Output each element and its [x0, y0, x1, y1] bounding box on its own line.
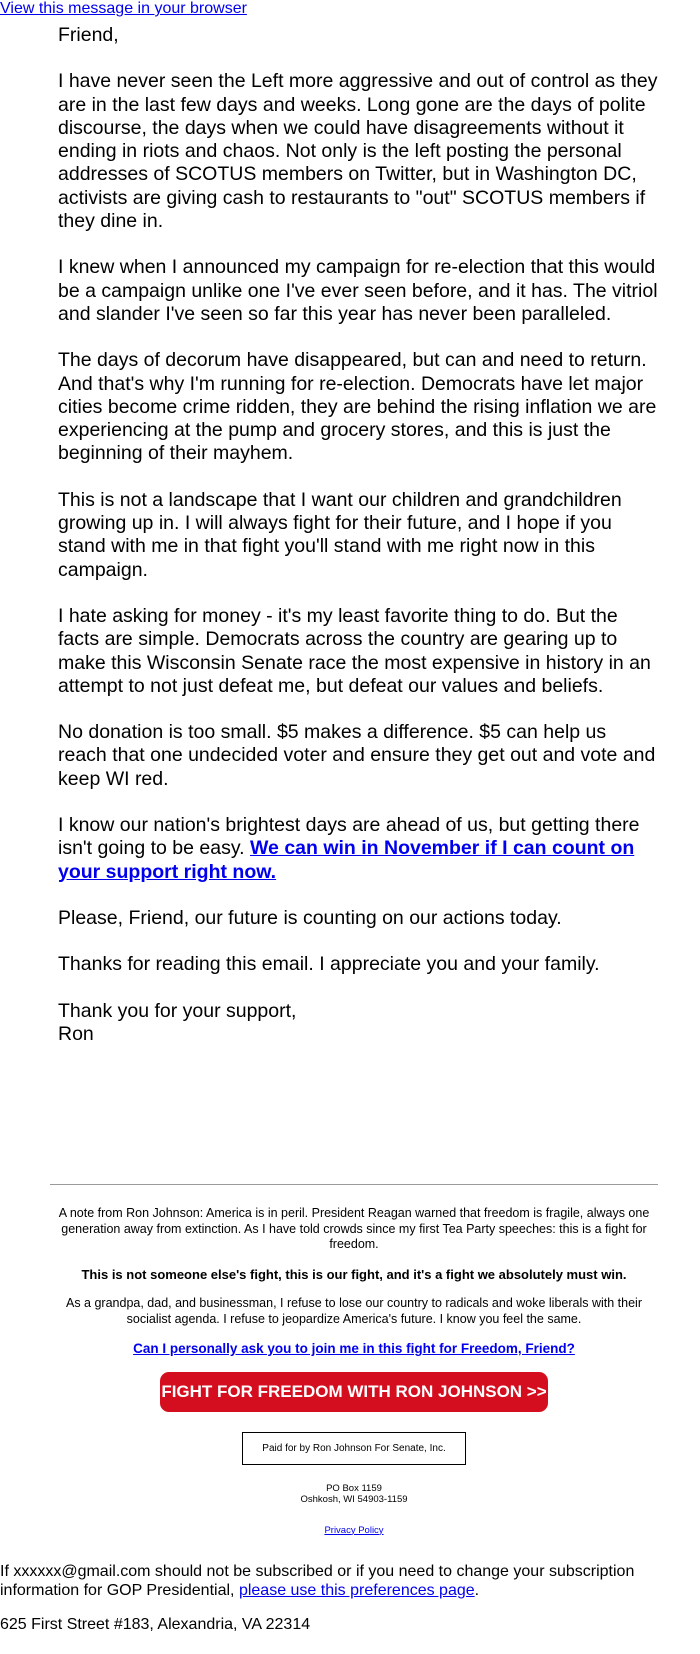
footer-bold-line: This is not someone else's fight, this is our fight, and it's a fight we absolutely must win.	[81, 1266, 627, 1282]
footer-note: A note from Ron Johnson: America is in peril. President Reagan warned that freedom is fragile, always one generation away from extinction. As I have told crowds since my first Tea Party speeches: this is a fight for freedom.	[58, 1206, 650, 1251]
address-line-2: Oshkosh, WI 54903-1159	[300, 1493, 408, 1505]
paragraph-7-text: I know our nation's brightest days are ahead of us, but getting there isn't going to be easy.	[58, 814, 640, 860]
privacy-policy-link[interactable]: Privacy Policy	[324, 1524, 384, 1536]
address-line-1: PO Box 1159	[326, 1482, 382, 1494]
period: .	[474, 1582, 480, 1599]
signature: Ron	[58, 1022, 94, 1045]
subscription-text: If xxxxxx@gmail.com should not be subscribed or if you need to change your subscription information for GOP Presidential,	[0, 1563, 635, 1599]
preferences-link[interactable]: please use this preferences page	[238, 1582, 475, 1599]
paragraph-9: Thanks for reading this email. I appreciate you and your family.	[58, 953, 600, 976]
paragraph-4: This is not a landscape that I want our children and grandchildren growing up in. I will always fight for their future, and I hope if you stand with me in that fight you'll stand with me right now in this campaign.	[58, 488, 622, 581]
letter-body	[58, 24, 658, 1046]
view-in-browser-link[interactable]: View this message in your browser	[0, 0, 247, 17]
mailing-address	[50, 1483, 658, 1505]
paragraph-2: I knew when I announced my campaign for re-election that this would be a campaign unlike one I've ever seen before, and it has. The vitriol and slander I've seen so far this year has never been paralleled.	[58, 256, 658, 325]
footer-grandpa: As a grandpa, dad, and businessman, I refuse to lose our country to radicals and woke liberals with their socialist agenda. I refuse to jeopardize America's future. I know you feel the same.	[65, 1296, 642, 1326]
signoff-block	[58, 1000, 658, 1047]
join-fight-link[interactable]: Can I personally ask you to join me in this fight for Freedom, Friend?	[133, 1341, 575, 1356]
signoff: Thank you for your support,	[58, 999, 297, 1022]
paid-for-box: Paid for by Ron Johnson For Senate, Inc.	[242, 1432, 466, 1465]
divider	[50, 1184, 658, 1185]
subscription-footer	[0, 1562, 690, 1634]
paragraph-3: The days of decorum have disappeared, but can and need to return. And that's why I'm running for re-election. Democrats have let major cities become crime ridden, they are behind the rising inflation we are experiencing at the pump and grocery stores, and this is just the beginning of their mayhem.	[58, 349, 657, 465]
street-address: 625 First Street #183, Alexandria, VA 22314	[0, 1616, 311, 1633]
paragraph-8: Please, Friend, our future is counting on our actions today.	[58, 906, 562, 929]
paragraph-7	[58, 814, 658, 884]
fight-for-freedom-button[interactable]: FIGHT FOR FREEDOM WITH RON JOHNSON >>	[160, 1372, 548, 1412]
subscription-notice	[0, 1562, 690, 1600]
greeting: Friend,	[58, 24, 119, 46]
paragraph-5: I hate asking for money - it's my least favorite thing to do. But the facts are simple. Democrats across the country are gearing up to make this Wisconsin Senate race the most expensive in history in an attempt to not just defeat me, but defeat our values and beliefs.	[58, 604, 651, 697]
paragraph-6: No donation is too small. $5 makes a difference. $5 can help us reach that one undecided voter and ensure they get out and vote and keep WI red.	[58, 721, 656, 790]
paragraph-1: I have never seen the Left more aggressive and out of control as they are in the last few days and weeks. Long gone are the days of polite discourse, the days when we could have disagreements without it ending in riots and chaos. Not only is the left posting the personal addresses of SCOTUS members on Twitter, but in Washington DC, activists are giving cash to restaurants to "out" SCOTUS members if they dine in.	[58, 70, 658, 233]
support-link[interactable]: We can win in November if I can count on your support right now.	[58, 837, 635, 883]
footer	[50, 1206, 658, 1538]
